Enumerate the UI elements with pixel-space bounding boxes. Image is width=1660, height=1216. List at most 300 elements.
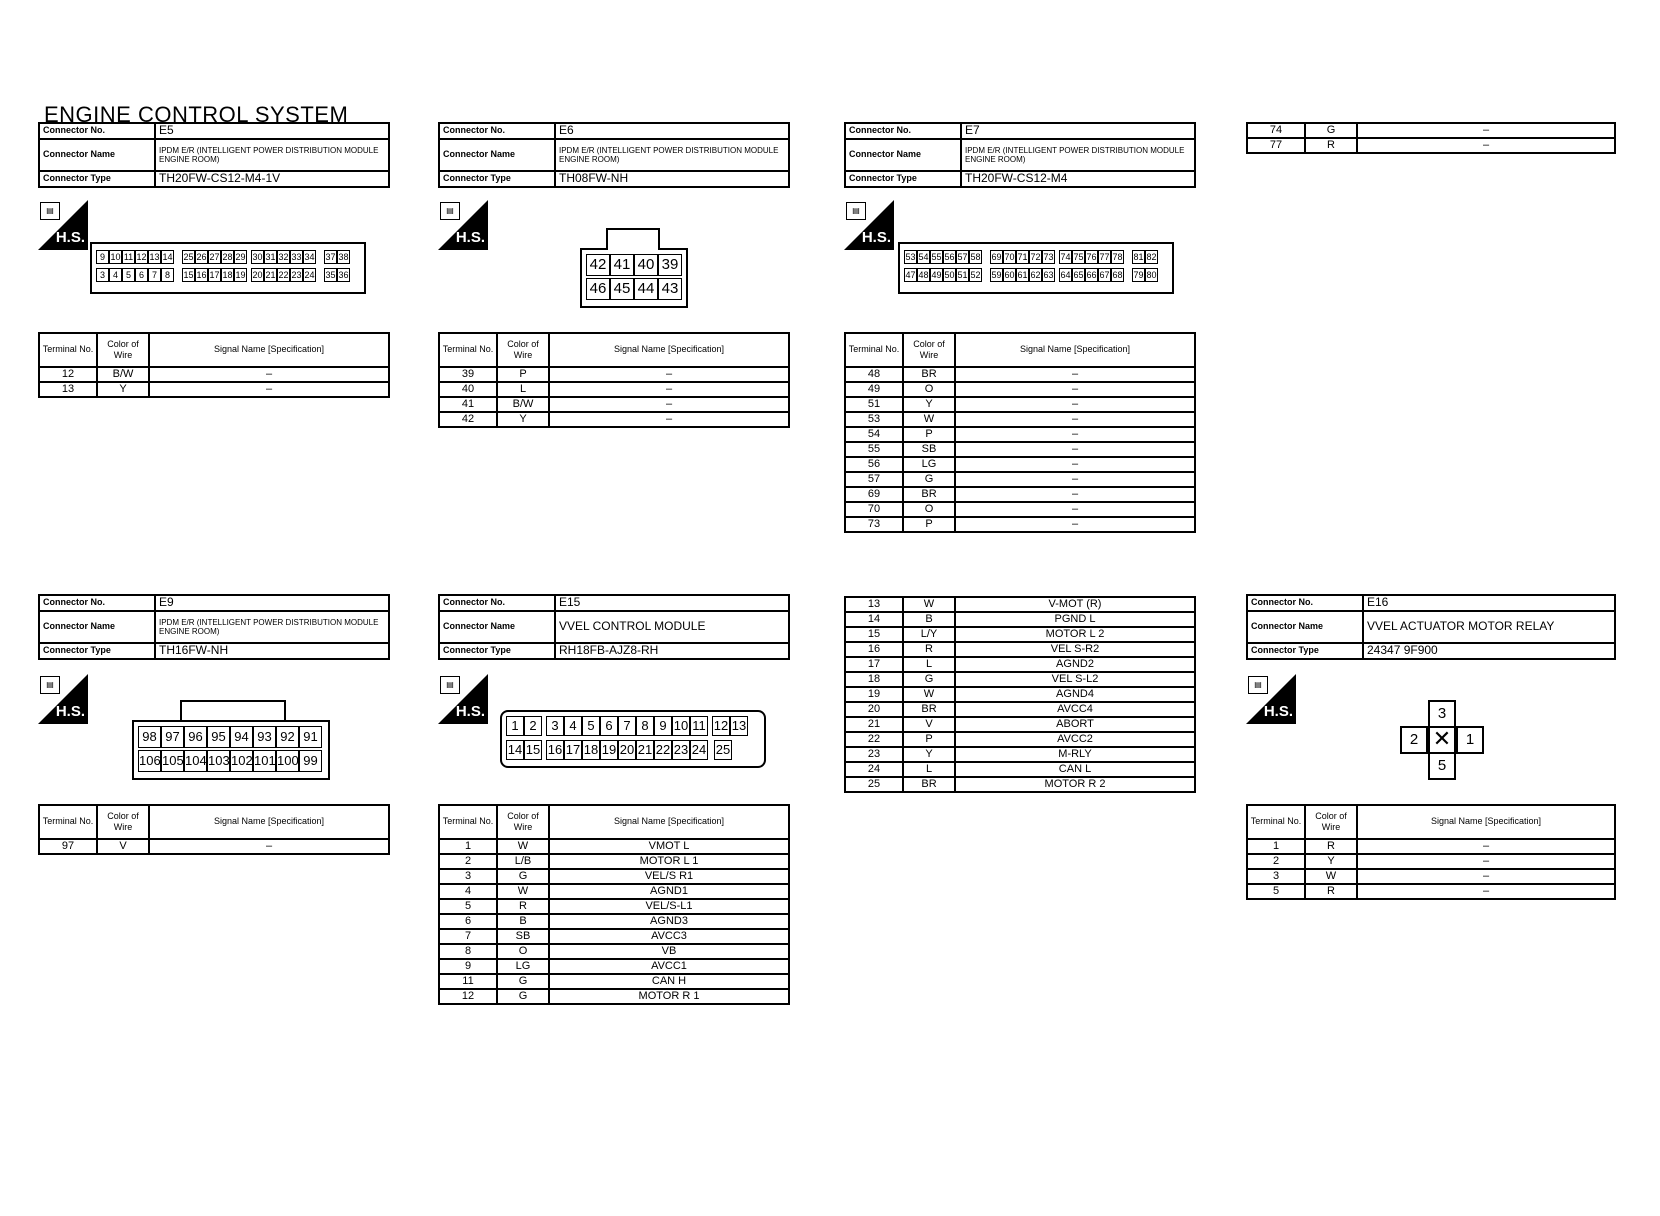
connector-e15-diagram [500, 710, 766, 768]
harness-side-icon: ▤ [440, 202, 460, 220]
connector-no-value: E7 [961, 123, 1195, 139]
harness-side-icon: ▤ [1248, 676, 1268, 694]
signal-name-cell: – [955, 427, 1195, 442]
terminal-pin: 9 [96, 250, 109, 264]
wire-color-cell: G [1305, 123, 1357, 138]
wire-color-cell: B [497, 914, 549, 929]
signal-name-cell: V-MOT (R) [955, 597, 1195, 612]
signal-name-cell: – [1357, 839, 1615, 854]
terminal-pin: 95 [207, 726, 230, 748]
terminal-pin: 62 [1030, 270, 1041, 280]
terminal-row [39, 367, 389, 382]
harness-side-icon: ▤ [40, 676, 60, 694]
terminal-no-cell: 1 [439, 839, 497, 854]
terminal-row [439, 944, 789, 959]
terminal-pin: 73 [1043, 252, 1054, 262]
terminal-pin: 27 [209, 252, 220, 262]
color-of-wire-header: Color of Wire [97, 333, 149, 367]
connector-e16-header [1246, 594, 1616, 660]
terminal-pin: 102 [230, 750, 253, 772]
signal-name-cell: – [955, 382, 1195, 397]
terminal-pin: 92 [276, 726, 299, 748]
color-of-wire-header: Color of Wire [903, 333, 955, 367]
terminal-pin: 94 [230, 726, 253, 748]
terminal-pin: 38 [338, 252, 349, 262]
connector-type-label: Connector Type [439, 171, 555, 187]
connector-type-value: TH16FW-NH [155, 643, 389, 659]
terminal-pin: 17 [209, 270, 220, 280]
terminal-pin: 51 [957, 270, 968, 280]
terminal-no-cell: 70 [845, 502, 903, 517]
signal-name-cell: CAN H [549, 974, 789, 989]
wire-color-cell: B/W [97, 367, 149, 382]
terminal-pin: 22 [654, 740, 672, 760]
wire-color-cell: LG [497, 959, 549, 974]
terminal-row [845, 442, 1195, 457]
terminal-row [439, 397, 789, 412]
terminal-pin: 96 [184, 726, 207, 748]
wire-color-cell: L [903, 762, 955, 777]
terminal-pin: 23 [672, 740, 690, 760]
connector-e6-terminal-table [438, 332, 790, 428]
terminal-no-header: Terminal No. [439, 333, 497, 367]
connector-name-label: Connector Name [1247, 611, 1363, 643]
signal-name-cell: VEL S-R2 [955, 642, 1195, 657]
terminal-pin: 66 [1086, 270, 1097, 280]
wire-color-cell: W [903, 687, 955, 702]
hs-badge [38, 674, 88, 724]
terminal-row [1247, 869, 1615, 884]
signal-name-cell: AGND3 [549, 914, 789, 929]
signal-name-cell: – [149, 367, 389, 382]
terminal-pin: 8 [636, 716, 654, 736]
connector-e7-terminal-table [844, 332, 1196, 533]
terminal-pin: 15 [524, 740, 542, 760]
terminal-pin: 29 [235, 252, 246, 262]
terminal-pin: 9 [654, 716, 672, 736]
terminal-pin: 79 [1133, 270, 1144, 280]
terminal-pin: 43 [658, 278, 682, 300]
signal-name-cell: – [955, 457, 1195, 472]
signal-name-cell: – [549, 367, 789, 382]
connector-e5-terminal-table [38, 332, 390, 398]
terminal-pin: 18 [222, 270, 233, 280]
connector-name-value: VVEL CONTROL MODULE [555, 611, 789, 643]
terminal-pin: 16 [546, 740, 564, 760]
terminal-no-cell: 1 [1247, 839, 1305, 854]
terminal-pin: 54 [918, 252, 929, 262]
terminal-row [1247, 138, 1615, 153]
terminal-no-cell: 51 [845, 397, 903, 412]
color-of-wire-header: Color of Wire [497, 805, 549, 839]
wire-color-cell: BR [903, 487, 955, 502]
terminal-pin: 64 [1060, 270, 1071, 280]
harness-side-icon: ▤ [440, 676, 460, 694]
terminal-pin: 21 [636, 740, 654, 760]
connector-name-label: Connector Name [39, 139, 155, 171]
hs-badge [438, 674, 488, 724]
wire-color-cell: Y [903, 397, 955, 412]
terminal-pin: 35 [325, 270, 336, 280]
signal-name-cell: – [1357, 138, 1615, 153]
connector-type-label: Connector Type [39, 643, 155, 659]
wire-color-cell: LG [903, 457, 955, 472]
terminal-row [845, 517, 1195, 532]
terminal-pin: 24 [690, 740, 708, 760]
connector-e9-diagram [132, 720, 330, 780]
terminal-row [845, 382, 1195, 397]
terminal-no-cell: 13 [845, 597, 903, 612]
wire-color-cell: L [497, 382, 549, 397]
terminal-row [1247, 123, 1615, 138]
terminal-pin: 40 [634, 254, 658, 276]
terminal-no-header: Terminal No. [39, 333, 97, 367]
terminal-pin: 74 [1060, 252, 1071, 262]
signal-name-cell: AVCC2 [955, 732, 1195, 747]
connector-no-label: Connector No. [1247, 595, 1363, 611]
terminal-pin: 3 [1428, 700, 1456, 728]
terminal-pin: 104 [184, 750, 207, 772]
terminal-no-cell: 14 [845, 612, 903, 627]
wire-color-cell: V [97, 839, 149, 854]
terminal-pin: 16 [196, 270, 207, 280]
signal-name-cell: – [549, 397, 789, 412]
connector-no-label: Connector No. [439, 595, 555, 611]
terminal-pin: 7 [618, 716, 636, 736]
signal-name-header: Signal Name [Specification] [149, 333, 389, 367]
terminal-pin: 34 [304, 252, 315, 262]
terminal-row [439, 839, 789, 854]
terminal-pin: 13 [149, 252, 160, 262]
terminal-pin: 37 [325, 252, 336, 262]
terminal-row [439, 899, 789, 914]
signal-name-cell: – [955, 367, 1195, 382]
terminal-pin: 7 [148, 268, 161, 282]
terminal-row [439, 367, 789, 382]
terminal-pin: 5 [122, 268, 135, 282]
terminal-no-cell: 13 [39, 382, 97, 397]
terminal-pin: 3 [96, 268, 109, 282]
terminal-pin: 100 [276, 750, 299, 772]
terminal-no-cell: 8 [439, 944, 497, 959]
terminal-pin: 76 [1086, 252, 1097, 262]
terminal-pin: 3 [546, 716, 564, 736]
terminal-pin: 48 [918, 270, 929, 280]
signal-name-header: Signal Name [Specification] [549, 805, 789, 839]
terminal-no-cell: 18 [845, 672, 903, 687]
terminal-pin: 36 [338, 270, 349, 280]
terminal-row [845, 702, 1195, 717]
connector-type-value: TH20FW-CS12-M4 [961, 171, 1195, 187]
terminal-row [439, 412, 789, 427]
signal-name-cell: – [955, 517, 1195, 532]
terminal-pin: 1 [506, 716, 524, 736]
terminal-row [439, 974, 789, 989]
terminal-pin: 63 [1043, 270, 1054, 280]
wire-color-cell: G [497, 989, 549, 1004]
terminal-pin: 23 [291, 270, 302, 280]
connector-e6-latch [606, 228, 660, 250]
connector-no-value: E9 [155, 595, 389, 611]
signal-name-cell: – [1357, 854, 1615, 869]
terminal-no-cell: 42 [439, 412, 497, 427]
terminal-pin: 6 [600, 716, 618, 736]
terminal-pin: 11 [690, 716, 708, 736]
signal-name-cell: M-RLY [955, 747, 1195, 762]
hs-text: H.S. [55, 229, 85, 246]
connector-e15-terminal-table [438, 804, 790, 1005]
terminal-no-cell: 77 [1247, 138, 1305, 153]
terminal-no-cell: 53 [845, 412, 903, 427]
signal-name-cell: – [549, 412, 789, 427]
terminal-pin: 28 [222, 252, 233, 262]
terminal-no-header: Terminal No. [845, 333, 903, 367]
signal-name-header: Signal Name [Specification] [549, 333, 789, 367]
connector-name-label: Connector Name [439, 611, 555, 643]
terminal-pin: 12 [136, 252, 147, 262]
connector-e15-terminal-table-continued [844, 596, 1196, 793]
terminal-pin: 2 [524, 716, 542, 736]
terminal-row [439, 989, 789, 1004]
terminal-pin: 19 [235, 270, 246, 280]
terminal-row [845, 367, 1195, 382]
connector-no-value: E6 [555, 123, 789, 139]
wire-color-cell: BR [903, 367, 955, 382]
terminal-no-cell: 57 [845, 472, 903, 487]
wire-color-cell: R [903, 642, 955, 657]
signal-name-cell: VEL/S-L1 [549, 899, 789, 914]
signal-name-header: Signal Name [Specification] [955, 333, 1195, 367]
terminal-pin: 106 [138, 750, 161, 772]
wire-color-cell: V [903, 717, 955, 732]
connector-name-value: IPDM E/R (INTELLIGENT POWER DISTRIBUTION MODULE ENGINE ROOM) [961, 139, 1195, 171]
signal-name-cell: MOTOR L 2 [955, 627, 1195, 642]
terminal-pin: 61 [1017, 270, 1028, 280]
page-title: ENGINE CONTROL SYSTEM [44, 102, 349, 127]
terminal-row [845, 657, 1195, 672]
wire-color-cell: W [1305, 869, 1357, 884]
signal-name-cell: AGND2 [955, 657, 1195, 672]
terminal-row [845, 672, 1195, 687]
terminal-row [439, 382, 789, 397]
signal-name-header: Signal Name [Specification] [1357, 805, 1615, 839]
terminal-pin: 21 [265, 270, 276, 280]
signal-name-cell: AVCC1 [549, 959, 789, 974]
terminal-no-cell: 24 [845, 762, 903, 777]
terminal-pin: 18 [582, 740, 600, 760]
terminal-no-header: Terminal No. [439, 805, 497, 839]
terminal-no-cell: 9 [439, 959, 497, 974]
terminal-pin: 22 [278, 270, 289, 280]
harness-side-icon: ▤ [40, 202, 60, 220]
connector-no-value: E5 [155, 123, 389, 139]
terminal-pin: 6 [135, 268, 148, 282]
terminal-pin: 67 [1099, 270, 1110, 280]
terminal-pin: 14 [506, 740, 524, 760]
harness-side-icon: ▤ [846, 202, 866, 220]
terminal-pin: 20 [252, 270, 263, 280]
terminal-pin: 39 [658, 254, 682, 276]
signal-name-cell: VMOT L [549, 839, 789, 854]
terminal-no-cell: 73 [845, 517, 903, 532]
hs-text: H.S. [55, 703, 85, 720]
signal-name-cell: PGND L [955, 612, 1195, 627]
terminal-pin: 5 [1428, 752, 1456, 780]
terminal-pin: 19 [600, 740, 618, 760]
signal-name-cell: – [149, 382, 389, 397]
terminal-pin: 59 [991, 270, 1002, 280]
connector-e9-header [38, 594, 390, 660]
terminal-no-cell: 15 [845, 627, 903, 642]
terminal-row [845, 427, 1195, 442]
terminal-pin: 72 [1030, 252, 1041, 262]
wire-color-cell: P [903, 427, 955, 442]
connector-name-label: Connector Name [845, 139, 961, 171]
terminal-no-cell: 2 [439, 854, 497, 869]
terminal-pin: 5 [582, 716, 600, 736]
signal-name-cell: AVCC4 [955, 702, 1195, 717]
connector-type-value: RH18FB-AJZ8-RH [555, 643, 789, 659]
terminal-row [845, 397, 1195, 412]
terminal-pin: 93 [253, 726, 276, 748]
terminal-pin: 24 [304, 270, 315, 280]
terminal-pin: 33 [291, 252, 302, 262]
terminal-no-cell: 2 [1247, 854, 1305, 869]
terminal-row [439, 929, 789, 944]
signal-name-cell: – [955, 397, 1195, 412]
terminal-no-cell: 41 [439, 397, 497, 412]
terminal-pin: 69 [991, 252, 1002, 262]
terminal-no-cell: 5 [1247, 884, 1305, 899]
terminal-pin: 49 [931, 270, 942, 280]
signal-name-cell: – [955, 487, 1195, 502]
connector-e16-terminal-table [1246, 804, 1616, 900]
hs-badge [438, 200, 488, 250]
signal-name-cell: MOTOR L 1 [549, 854, 789, 869]
wire-color-cell: O [903, 382, 955, 397]
terminal-pin: 77 [1099, 252, 1110, 262]
wire-color-cell: SB [497, 929, 549, 944]
terminal-pin: 12 [712, 716, 730, 736]
terminal-no-cell: 4 [439, 884, 497, 899]
terminal-pin: 13 [730, 716, 748, 736]
terminal-pin: 4 [564, 716, 582, 736]
terminal-no-cell: 12 [39, 367, 97, 382]
terminal-row [845, 597, 1195, 612]
terminal-no-cell: 74 [1247, 123, 1305, 138]
terminal-pin: 8 [161, 268, 174, 282]
terminal-pin: 10 [110, 252, 121, 262]
terminal-no-cell: 49 [845, 382, 903, 397]
terminal-no-cell: 48 [845, 367, 903, 382]
terminal-row [1247, 839, 1615, 854]
terminal-row [845, 412, 1195, 427]
terminal-no-cell: 97 [39, 839, 97, 854]
terminal-no-cell: 7 [439, 929, 497, 944]
signal-name-header: Signal Name [Specification] [149, 805, 389, 839]
terminal-pin: 98 [138, 726, 161, 748]
terminal-no-cell: 12 [439, 989, 497, 1004]
terminal-pin: 78 [1112, 252, 1123, 262]
connector-e7-header [844, 122, 1196, 188]
wire-color-cell: L/Y [903, 627, 955, 642]
terminal-pin: 81 [1133, 252, 1144, 262]
wire-color-cell: B/W [497, 397, 549, 412]
connector-no-label: Connector No. [39, 123, 155, 139]
color-of-wire-header: Color of Wire [97, 805, 149, 839]
terminal-row [1247, 854, 1615, 869]
signal-name-cell: – [149, 839, 389, 854]
terminal-pin: 20 [618, 740, 636, 760]
wire-color-cell: L/B [497, 854, 549, 869]
terminal-pin: 71 [1017, 252, 1028, 262]
connector-e9-terminal-table [38, 804, 390, 855]
hs-badge [1246, 674, 1296, 724]
signal-name-cell: ABORT [955, 717, 1195, 732]
terminal-pin: 31 [265, 252, 276, 262]
connector-type-value: TH20FW-CS12-M4-1V [155, 171, 389, 187]
terminal-no-cell: 56 [845, 457, 903, 472]
terminal-no-cell: 55 [845, 442, 903, 457]
connector-e5-diagram [90, 242, 366, 294]
terminal-row [439, 914, 789, 929]
connector-type-label: Connector Type [439, 643, 555, 659]
terminal-no-cell: 40 [439, 382, 497, 397]
connector-e7-terminal-table-continued [1246, 122, 1616, 154]
wire-color-cell: P [903, 517, 955, 532]
terminal-pin: 60 [1004, 270, 1015, 280]
signal-name-cell: – [1357, 123, 1615, 138]
terminal-pin: 103 [207, 750, 230, 772]
wire-color-cell: P [903, 732, 955, 747]
connector-type-value: 24347 9F900 [1363, 643, 1615, 659]
terminal-row [845, 747, 1195, 762]
signal-name-cell: VEL S-L2 [955, 672, 1195, 687]
signal-name-cell: – [1357, 884, 1615, 899]
hs-text: H.S. [1263, 703, 1293, 720]
connector-name-value: IPDM E/R (INTELLIGENT POWER DISTRIBUTION MODULE ENGINE ROOM) [555, 139, 789, 171]
terminal-row [439, 854, 789, 869]
terminal-pin: 53 [905, 252, 916, 262]
wire-color-cell: SB [903, 442, 955, 457]
terminal-no-cell: 5 [439, 899, 497, 914]
terminal-no-cell: 11 [439, 974, 497, 989]
wire-color-cell: W [903, 412, 955, 427]
terminal-no-cell: 6 [439, 914, 497, 929]
connector-name-value: IPDM E/R (INTELLIGENT POWER DISTRIBUTION MODULE ENGINE ROOM) [155, 139, 389, 171]
connector-no-label: Connector No. [39, 595, 155, 611]
terminal-no-cell: 19 [845, 687, 903, 702]
terminal-pin: 15 [183, 270, 194, 280]
signal-name-cell: – [955, 502, 1195, 517]
terminal-row [845, 457, 1195, 472]
terminal-no-header: Terminal No. [1247, 805, 1305, 839]
terminal-pin: 101 [253, 750, 276, 772]
wire-color-cell: R [1305, 138, 1357, 153]
terminal-pin: 50 [944, 270, 955, 280]
connector-no-value: E15 [555, 595, 789, 611]
signal-name-cell: – [1357, 869, 1615, 884]
connector-e15-header [438, 594, 790, 660]
terminal-pin: 97 [161, 726, 184, 748]
signal-name-cell: CAN L [955, 762, 1195, 777]
terminal-row [845, 487, 1195, 502]
signal-name-cell: AGND1 [549, 884, 789, 899]
color-of-wire-header: Color of Wire [1305, 805, 1357, 839]
terminal-no-cell: 21 [845, 717, 903, 732]
connector-e7-diagram [898, 242, 1174, 294]
wire-color-cell: O [497, 944, 549, 959]
